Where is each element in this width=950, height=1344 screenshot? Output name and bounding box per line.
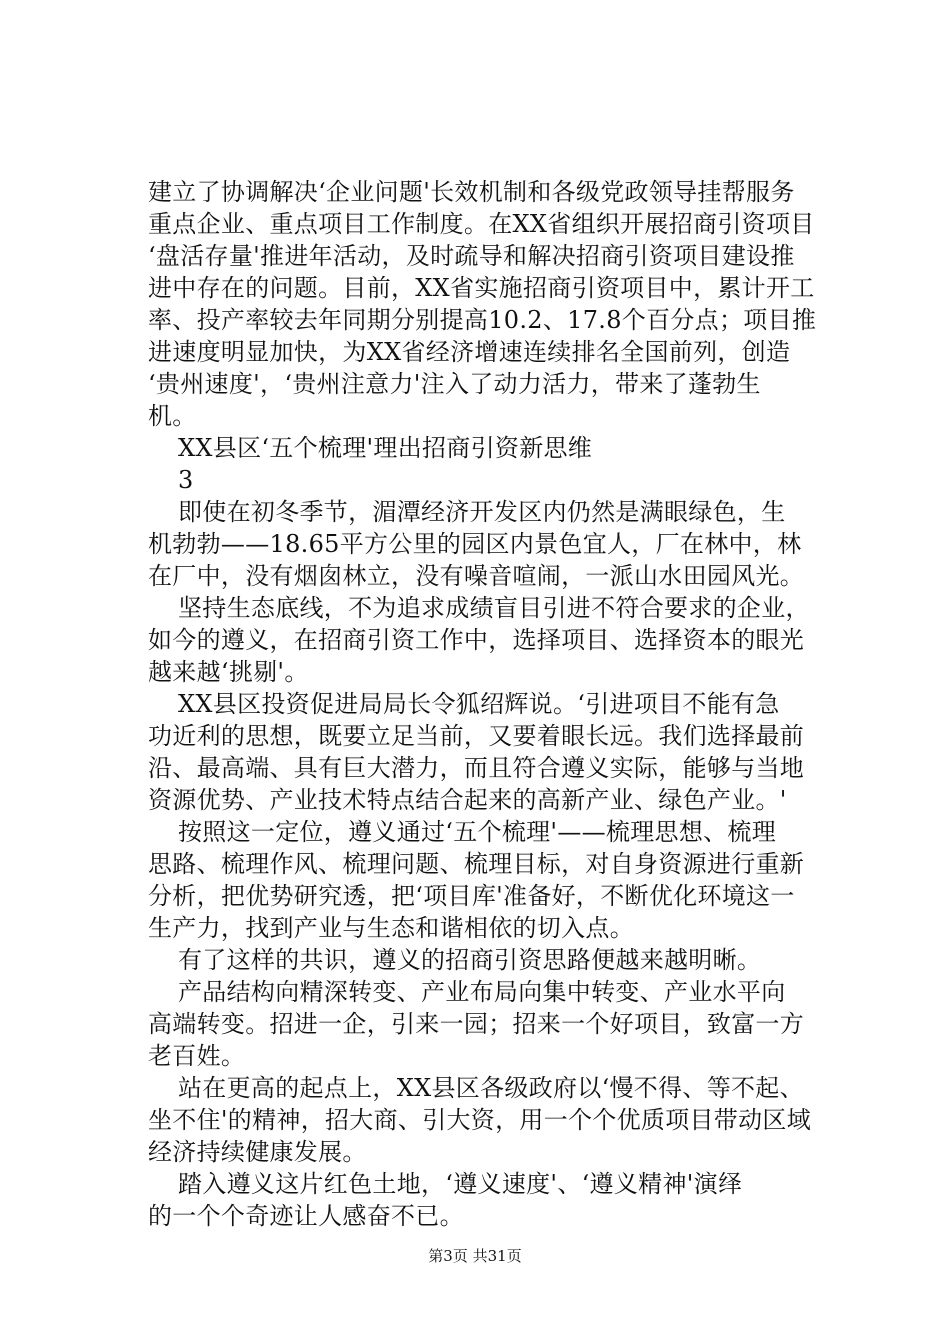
body-line: 思路、梳理作风、梳理问题、梳理目标，对自身资源进行重新 — [148, 850, 805, 878]
body-line: 老百姓。 — [148, 1042, 246, 1070]
body-line: 进中存在的问题。目前，XX省实施招商引资项目中，累计开工 — [148, 274, 815, 302]
section-number: 3 — [178, 466, 194, 494]
paragraph-start: XX县区投资促进局局长令狐绍辉说。‘引进项目不能有急 — [178, 690, 780, 718]
paragraph-start: 按照这一定位，遵义通过‘五个梳理'——梳理思想、梳理 — [178, 818, 777, 846]
paragraph-start: 坚持生态底线，不为追求成绩盲目引进不符合要求的企业， — [178, 594, 810, 622]
body-line: 分析，把优势研究透，把‘项目库'准备好，不断优化环境这一 — [148, 882, 795, 910]
body-line: 建立了协调解决‘企业问题'长效机制和各级党政领导挂帮服务 — [148, 178, 795, 206]
body-line: 经济持续健康发展。 — [148, 1138, 367, 1166]
body-line: ‘盘活存量'推进年活动，及时疏导和解决招商引资项目建设推 — [148, 242, 795, 270]
body-line: 高端转变。招进一企，引来一园；招来一个好项目，致富一方 — [148, 1010, 805, 1038]
body-line: 的一个个奇迹让人感奋不已。 — [148, 1202, 464, 1230]
page-number-footer: 第3页 共31页 — [428, 1247, 522, 1265]
body-line: 机勃勃——18.65平方公里的园区内景色宜人，厂在林中，林 — [148, 530, 802, 558]
body-line: 生产力，找到产业与生态和谐相依的切入点。 — [148, 914, 634, 942]
body-line: 机。 — [148, 402, 197, 430]
body-line: 功近利的思想，既要立足当前，又要着眼长远。我们选择最前 — [148, 722, 805, 750]
body-line: 如今的遵义，在招商引资工作中，选择项目、选择资本的眼光 — [148, 626, 805, 654]
body-line: 进速度明显加快，为XX省经济增速连续排名全国前列，创造 — [148, 338, 791, 366]
body-line: ‘贵州速度'，‘贵州注意力'注入了动力活力，带来了蓬勃生 — [148, 370, 761, 398]
body-line: 率、投产率较去年同期分别提高10.2、17.8个百分点；项目推 — [148, 306, 817, 334]
paragraph-start: 即使在初冬季节，湄潭经济开发区内仍然是满眼绿色，生 — [178, 498, 786, 526]
body-line: 在厂中，没有烟囱林立，没有噪音喧闹，一派山水田园风光。 — [148, 562, 805, 590]
paragraph-start: 产品结构向精深转变、产业布局向集中转变、产业水平向 — [178, 978, 786, 1006]
paragraph-start: 站在更高的起点上，XX县区各级政府以‘慢不得、等不起、 — [178, 1074, 804, 1102]
body-line: 坐不住'的精神，招大商、引大资，用一个个优质项目带动区域 — [148, 1106, 811, 1134]
section-heading: XX县区‘五个梳理'理出招商引资新思维 — [178, 434, 593, 462]
paragraph-start: 有了这样的共识，遵义的招商引资思路便越来越明晰。 — [178, 946, 762, 974]
document-body — [148, 176, 848, 1232]
body-line: 沿、最高端、具有巨大潜力，而且符合遵义实际，能够与当地 — [148, 754, 805, 782]
body-line: 越来越‘挑剔'。 — [148, 658, 309, 686]
body-line: 资源优势、产业技术特点结合起来的高新产业、绿色产业。' — [148, 786, 787, 814]
paragraph-start: 踏入遵义这片红色土地，‘遵义速度'、‘遵义精神'演绎 — [178, 1170, 743, 1198]
body-line: 重点企业、重点项目工作制度。在XX省组织开展招商引资项目 — [148, 210, 815, 238]
